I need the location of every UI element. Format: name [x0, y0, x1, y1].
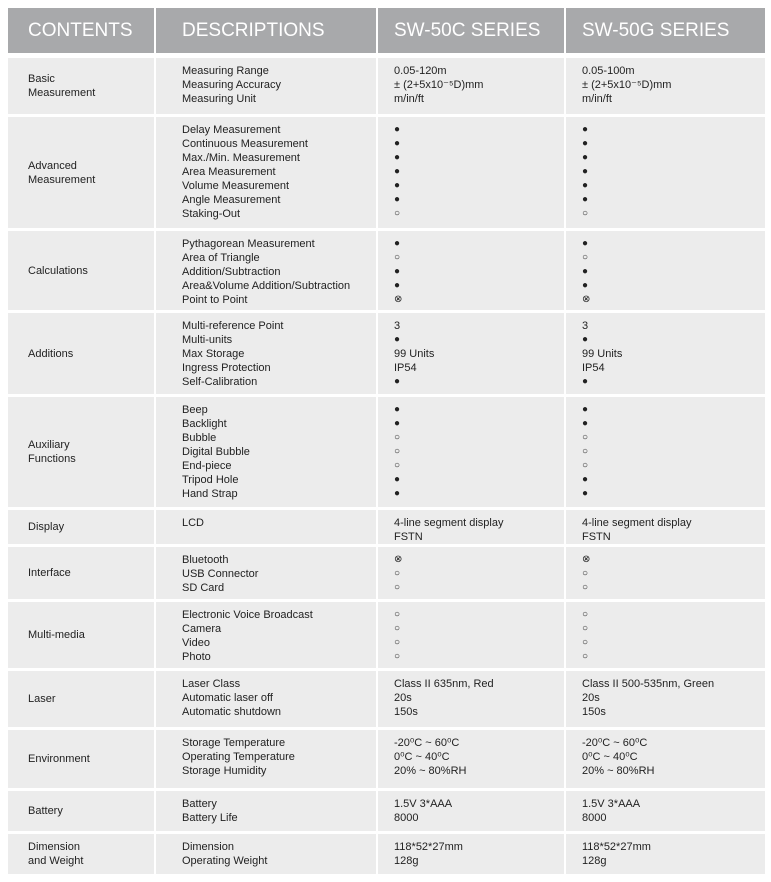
cell-value: Laser Class: [182, 678, 241, 690]
sw50c-values: [378, 834, 566, 874]
cell-value: 118*52*27mm: [394, 841, 463, 853]
sw50c-values: [378, 313, 566, 394]
description-list: [156, 510, 378, 544]
description-list: [156, 602, 378, 668]
cell-value: Addition/Subtraction: [182, 266, 281, 278]
cell-value: ●: [582, 266, 589, 277]
description-list: [156, 834, 378, 874]
cell-value: 8000: [394, 812, 419, 824]
cell-value: ●: [394, 474, 401, 485]
cell-value: LCD: [182, 517, 205, 529]
category-label: Interface: [8, 547, 156, 599]
cell-value: ●: [394, 166, 401, 177]
cell-value: FSTN: [582, 531, 611, 543]
cell-value: Volume Measurement: [182, 180, 289, 192]
table-row: [8, 791, 765, 831]
category-label: Battery: [8, 791, 156, 831]
cell-value: Class II 635nm, Red: [394, 678, 494, 690]
cell-value: 150s: [394, 706, 418, 718]
cell-value: ●: [394, 280, 401, 291]
sw50c-values: [378, 510, 566, 544]
cell-value: 3: [582, 320, 589, 332]
cell-value: ●: [394, 124, 401, 135]
cell-value: ⊗: [582, 554, 591, 565]
cell-value: ●: [394, 138, 401, 149]
table-body: [8, 58, 765, 874]
cell-value: ○: [582, 568, 589, 579]
cell-value: ○: [394, 446, 401, 457]
cell-value: ○: [394, 432, 401, 443]
cell-value: Electronic Voice Broadcast: [182, 609, 313, 621]
cell-value: ○: [394, 460, 401, 471]
cell-value: -20⁰C ~ 60⁰C: [394, 737, 460, 749]
sw50g-values: [566, 397, 765, 507]
cell-value: ●: [394, 152, 401, 163]
cell-value: ●: [582, 166, 589, 177]
cell-value: Battery Life: [182, 812, 238, 824]
cell-value: ●: [394, 180, 401, 191]
cell-value: ●: [394, 488, 401, 499]
table-row: [8, 834, 765, 874]
cell-value: ± (2+5x10⁻⁵D)mm: [582, 79, 672, 91]
category-label: Auxiliary Functions: [8, 397, 156, 507]
cell-value: ●: [394, 194, 401, 205]
cell-value: 0.05-100m: [582, 65, 635, 77]
cell-value: Hand Strap: [182, 488, 238, 500]
cell-value: Continuous Measurement: [182, 138, 308, 150]
cell-value: Operating Weight: [182, 855, 268, 867]
cell-value: Class II 500-535nm, Green: [582, 678, 715, 690]
cell-value: IP54: [394, 362, 417, 374]
cell-value: 20% ~ 80%RH: [582, 765, 655, 777]
description-list: [156, 231, 378, 310]
cell-value: Bubble: [182, 432, 217, 444]
sw50g-values: [566, 510, 765, 544]
cell-value: Pythagorean Measurement: [182, 238, 315, 250]
cell-value: ●: [582, 334, 589, 345]
cell-value: ⊗: [582, 294, 591, 305]
cell-value: Operating Temperature: [182, 751, 295, 763]
category-label: Dimension and Weight: [8, 834, 156, 874]
cell-value: 20s: [394, 692, 412, 704]
cell-value: SD Card: [182, 582, 225, 594]
cell-value: ●: [394, 266, 401, 277]
cell-value: 118*52*27mm: [582, 841, 651, 853]
cell-value: Ingress Protection: [182, 362, 271, 374]
description-list: [156, 791, 378, 831]
cell-value: ⊗: [394, 294, 403, 305]
cell-value: m/in/ft: [394, 93, 424, 105]
cell-value: ●: [582, 488, 589, 499]
cell-value: Self-Calibration: [182, 376, 258, 388]
table-row: [8, 547, 765, 599]
cell-value: Battery: [182, 798, 217, 810]
cell-value: ○: [582, 432, 589, 443]
category-label: Basic Measurement: [8, 58, 156, 114]
cell-value: 150s: [582, 706, 606, 718]
description-list: [156, 397, 378, 507]
cell-value: ●: [582, 474, 589, 485]
cell-value: ●: [582, 180, 589, 191]
cell-value: ○: [582, 582, 589, 593]
cell-value: ○: [394, 623, 401, 634]
sw50g-values: [566, 231, 765, 310]
cell-value: Area&Volume Addition/Subtraction: [182, 280, 351, 292]
category-label: Multi-media: [8, 602, 156, 668]
category-label: Calculations: [8, 231, 156, 310]
cell-value: ○: [394, 582, 401, 593]
cell-value: 0.05-120m: [394, 65, 447, 77]
cell-value: Measuring Accuracy: [182, 79, 282, 91]
cell-value: ●: [582, 418, 589, 429]
cell-value: 0⁰C ~ 40⁰C: [394, 751, 450, 763]
table-row: [8, 231, 765, 310]
sw50c-values: [378, 547, 566, 599]
cell-value: Photo: [182, 651, 211, 663]
cell-value: Staking-Out: [182, 208, 241, 220]
description-list: [156, 117, 378, 228]
cell-value: ○: [394, 208, 401, 219]
header-descriptions: DESCRIPTIONS: [156, 8, 378, 53]
description-list: [156, 58, 378, 114]
cell-value: ●: [582, 124, 589, 135]
cell-value: Tripod Hole: [182, 474, 239, 486]
cell-value: Measuring Unit: [182, 93, 256, 105]
cell-value: 3: [394, 320, 401, 332]
sw50c-values: [378, 231, 566, 310]
cell-value: 99 Units: [582, 348, 623, 360]
cell-value: Storage Humidity: [182, 765, 267, 777]
cell-value: ○: [394, 637, 401, 648]
cell-value: Automatic shutdown: [182, 706, 282, 718]
cell-value: ⊗: [394, 554, 403, 565]
category-label: Additions: [8, 313, 156, 394]
description-list: [156, 547, 378, 599]
cell-value: 4-line segment display: [394, 517, 504, 529]
cell-value: ± (2+5x10⁻⁵D)mm: [394, 79, 484, 91]
cell-value: 4-line segment display: [582, 517, 692, 529]
cell-value: Max./Min. Measurement: [182, 152, 300, 164]
cell-value: ○: [582, 208, 589, 219]
sw50g-values: [566, 547, 765, 599]
table-row: [8, 313, 765, 394]
cell-value: ●: [582, 404, 589, 415]
cell-value: ●: [582, 238, 589, 249]
cell-value: Area of Triangle: [182, 252, 260, 264]
cell-value: Digital Bubble: [182, 446, 250, 458]
cell-value: ○: [394, 568, 401, 579]
cell-value: ●: [394, 238, 401, 249]
cell-value: 8000: [582, 812, 607, 824]
cell-value: ●: [394, 418, 401, 429]
description-list: [156, 730, 378, 788]
cell-value: 128g: [394, 855, 419, 867]
sw50g-values: [566, 602, 765, 668]
sw50g-values: [566, 671, 765, 727]
sw50g-values: [566, 834, 765, 874]
cell-value: ○: [582, 252, 589, 263]
cell-value: ●: [582, 138, 589, 149]
cell-value: 0⁰C ~ 40⁰C: [582, 751, 638, 763]
sw50c-values: [378, 58, 566, 114]
cell-value: Camera: [182, 623, 222, 635]
cell-value: 20% ~ 80%RH: [394, 765, 467, 777]
table-row: [8, 671, 765, 727]
category-label: Display: [8, 510, 156, 544]
cell-value: ○: [582, 637, 589, 648]
cell-value: Multi-units: [182, 334, 233, 346]
table-row: [8, 510, 765, 544]
cell-value: ●: [394, 334, 401, 345]
cell-value: ○: [394, 252, 401, 263]
cell-value: Video: [182, 637, 210, 649]
table-row: [8, 397, 765, 507]
cell-value: Backlight: [182, 418, 227, 430]
sw50c-values: [378, 791, 566, 831]
sw50c-values: [378, 671, 566, 727]
cell-value: ○: [582, 460, 589, 471]
spec-table: [8, 8, 765, 874]
cell-value: 1.5V 3*AAA: [582, 798, 641, 810]
cell-value: -20⁰C ~ 60⁰C: [582, 737, 648, 749]
header-sw50c: SW-50C SERIES: [378, 8, 566, 53]
sw50g-values: [566, 117, 765, 228]
cell-value: End-piece: [182, 460, 232, 472]
sw50g-values: [566, 313, 765, 394]
table-row: [8, 58, 765, 114]
cell-value: Storage Temperature: [182, 737, 286, 749]
sw50c-values: [378, 730, 566, 788]
cell-value: ●: [582, 194, 589, 205]
cell-value: Delay Measurement: [182, 124, 281, 136]
cell-value: ○: [394, 651, 401, 662]
category-label: Laser: [8, 671, 156, 727]
sw50c-values: [378, 117, 566, 228]
cell-value: Beep: [182, 404, 208, 416]
category-label: Advanced Measurement: [8, 117, 156, 228]
cell-value: 1.5V 3*AAA: [394, 798, 453, 810]
cell-value: ●: [394, 404, 401, 415]
cell-value: ○: [582, 446, 589, 457]
cell-value: ○: [582, 623, 589, 634]
table-row: [8, 730, 765, 788]
cell-value: m/in/ft: [582, 93, 612, 105]
cell-value: ●: [582, 152, 589, 163]
cell-value: 99 Units: [394, 348, 435, 360]
cell-value: ●: [582, 280, 589, 291]
cell-value: ○: [394, 609, 401, 620]
cell-value: 20s: [582, 692, 600, 704]
cell-value: Bluetooth: [182, 554, 229, 566]
table-row: [8, 117, 765, 228]
cell-value: IP54: [582, 362, 605, 374]
cell-value: Point to Point: [182, 294, 248, 306]
cell-value: Max Storage: [182, 348, 245, 360]
cell-value: ●: [394, 376, 401, 387]
category-label: Environment: [8, 730, 156, 788]
cell-value: ○: [582, 651, 589, 662]
table-header: [8, 8, 765, 53]
sw50g-values: [566, 730, 765, 788]
cell-value: Angle Measurement: [182, 194, 281, 206]
sw50g-values: [566, 58, 765, 114]
sw50g-values: [566, 791, 765, 831]
cell-value: Measuring Range: [182, 65, 269, 77]
header-contents: CONTENTS: [8, 8, 156, 53]
sw50c-values: [378, 602, 566, 668]
cell-value: ●: [582, 376, 589, 387]
table-row: [8, 602, 765, 668]
cell-value: Area Measurement: [182, 166, 276, 178]
cell-value: 128g: [582, 855, 607, 867]
cell-value: USB Connector: [182, 568, 259, 580]
cell-value: FSTN: [394, 531, 423, 543]
description-list: [156, 671, 378, 727]
cell-value: Multi-reference Point: [182, 320, 284, 332]
cell-value: Dimension: [182, 841, 234, 853]
sw50c-values: [378, 397, 566, 507]
cell-value: ○: [582, 609, 589, 620]
header-sw50g: SW-50G SERIES: [566, 8, 765, 53]
cell-value: Automatic laser off: [182, 692, 273, 704]
description-list: [156, 313, 378, 394]
